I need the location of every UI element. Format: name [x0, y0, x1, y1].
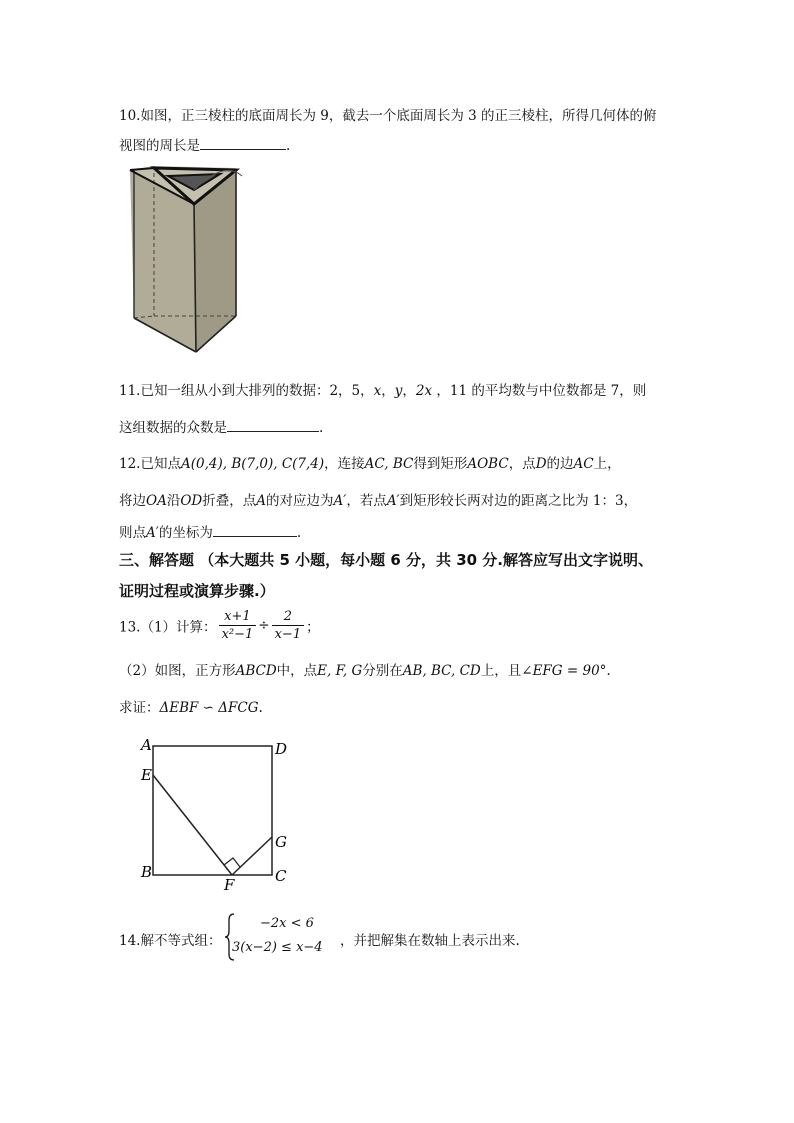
q13-proof-statement: ΔEBF ∽ ΔFCG	[159, 700, 259, 716]
q10-end: .	[286, 138, 291, 154]
q12-line2b: 沿	[166, 493, 181, 509]
q11-x: x	[373, 383, 382, 399]
q13-proof-prefix: 求证：	[119, 700, 160, 716]
q12-line2	[119, 489, 637, 509]
q13-p2-mid2: 分别在	[362, 663, 403, 679]
q12-a: A	[256, 493, 266, 509]
q13-frac1-den: x²−1	[221, 627, 254, 642]
q13-frac2-den: x−1	[274, 627, 302, 642]
q13-p1-end: ；	[306, 619, 320, 636]
q14-inequality-2: 3(x−2) ≤ x−4	[232, 940, 323, 955]
q12-line3	[119, 521, 301, 541]
q12-answer-blank	[213, 522, 297, 537]
q13-p2-mid1: 中，点	[276, 663, 318, 679]
q13-p2-end: .	[606, 663, 611, 679]
q11-y: y	[394, 383, 403, 399]
q12-aprime3: A′	[146, 525, 159, 541]
q12-oa: OA	[146, 493, 167, 509]
q12-mid1: ，连接	[324, 456, 365, 472]
q13-proof	[119, 696, 263, 716]
q11-sep2: ，	[402, 383, 416, 399]
q12-line1	[119, 452, 621, 472]
q12-aprime: A′	[333, 493, 347, 509]
q11-sep1: ，	[381, 383, 395, 399]
q11-2x: 2x	[415, 383, 433, 399]
q12-line3a: 则点	[119, 525, 146, 541]
label-C: C	[275, 867, 287, 885]
q12-mid4: 的边	[546, 456, 574, 472]
q12-d: D	[535, 456, 547, 472]
label-A: A	[141, 736, 152, 754]
q10-answer-blank	[200, 135, 286, 150]
q12-line2d: 的对应边为	[265, 493, 334, 509]
q12-end: .	[296, 525, 302, 541]
label-E: E	[141, 766, 152, 784]
q13-part2	[119, 659, 611, 679]
label-D: D	[275, 740, 288, 758]
q12-points: A(0,4), B(7,0), C(7,4)	[180, 456, 325, 472]
q13-fraction-1	[219, 608, 257, 643]
prism-figure	[124, 160, 244, 358]
q12-ac: AC	[573, 456, 594, 472]
q13-frac1-num: x+1	[219, 608, 257, 626]
q10-line2	[119, 134, 290, 154]
q13-fraction-2	[272, 608, 305, 643]
q11-end: .	[319, 420, 324, 436]
q10-line2-text: 视图的周长是	[119, 138, 200, 154]
q12-aprime2: A′	[386, 493, 400, 509]
label-B: B	[141, 863, 153, 881]
q13-op: ÷	[258, 617, 270, 634]
q14-suffix: ，并把解集在数轴上表示出来.	[340, 933, 520, 949]
q13-p2-mid3: 上，且	[480, 663, 522, 679]
q12-od: OD	[180, 493, 203, 509]
q13-p2-prefix: （2）如图，正方形	[119, 663, 236, 679]
square-figure	[136, 734, 296, 894]
q11-prefix: 11.已知一组从小到大排列的数据：2，5，	[119, 383, 374, 399]
q12-prefix: 12.已知点	[119, 456, 181, 472]
q13-part1	[119, 608, 320, 643]
q11-suffix: ，11 的平均数与中位数都是 7，则	[432, 383, 647, 399]
q11-line2	[119, 416, 323, 436]
q10-line1: 10.如图，正三棱柱的底面周长为 9，截去一个底面周长为 3 的正三棱柱，所得几何体的俯	[119, 108, 657, 124]
q13-angle: ∠EFG = 90°	[521, 663, 607, 679]
q12-mid3: ，点	[508, 456, 536, 472]
q13-efg: E, F, G	[317, 663, 363, 679]
q14-inequality-1: −2x < 6	[260, 916, 314, 931]
q12-line2a: 将边	[119, 493, 146, 509]
q13-frac2-num: 2	[272, 608, 305, 626]
q12-mid5: 上，	[593, 456, 621, 472]
q13-sides: AB, BC, CD	[402, 663, 481, 679]
q12-mid2: 得到矩形	[413, 456, 468, 472]
q12-segs: AC, BC	[364, 456, 414, 472]
label-F: F	[224, 876, 235, 894]
section3-heading: 三、解答题 （本大题共 5 小题，每小题 6 分，共 30 分.解答应写出文字说明、	[119, 551, 654, 569]
q11-answer-blank	[227, 417, 319, 432]
q13-abcd: ABCD	[235, 663, 277, 679]
label-G: G	[275, 833, 287, 851]
q12-line3b: 的坐标为	[158, 525, 213, 541]
q12-line2c: 折叠，点	[202, 493, 257, 509]
q14-prefix: 14.解不等式组：	[119, 933, 222, 949]
q12-rect: AOBC	[467, 456, 509, 472]
q11-line2-text: 这组数据的众数是	[119, 420, 227, 436]
q13-proof-end: .	[258, 700, 263, 716]
q11-line1	[119, 379, 646, 399]
section3-heading-line2: 证明过程或演算步骤.）	[119, 582, 275, 600]
q12-line2f: 到矩形较长两对边的距离之比为 1：3，	[399, 493, 638, 509]
q13-p1-prefix: 13.（1）计算：	[119, 619, 217, 636]
q12-line2e: ，若点	[346, 493, 387, 509]
